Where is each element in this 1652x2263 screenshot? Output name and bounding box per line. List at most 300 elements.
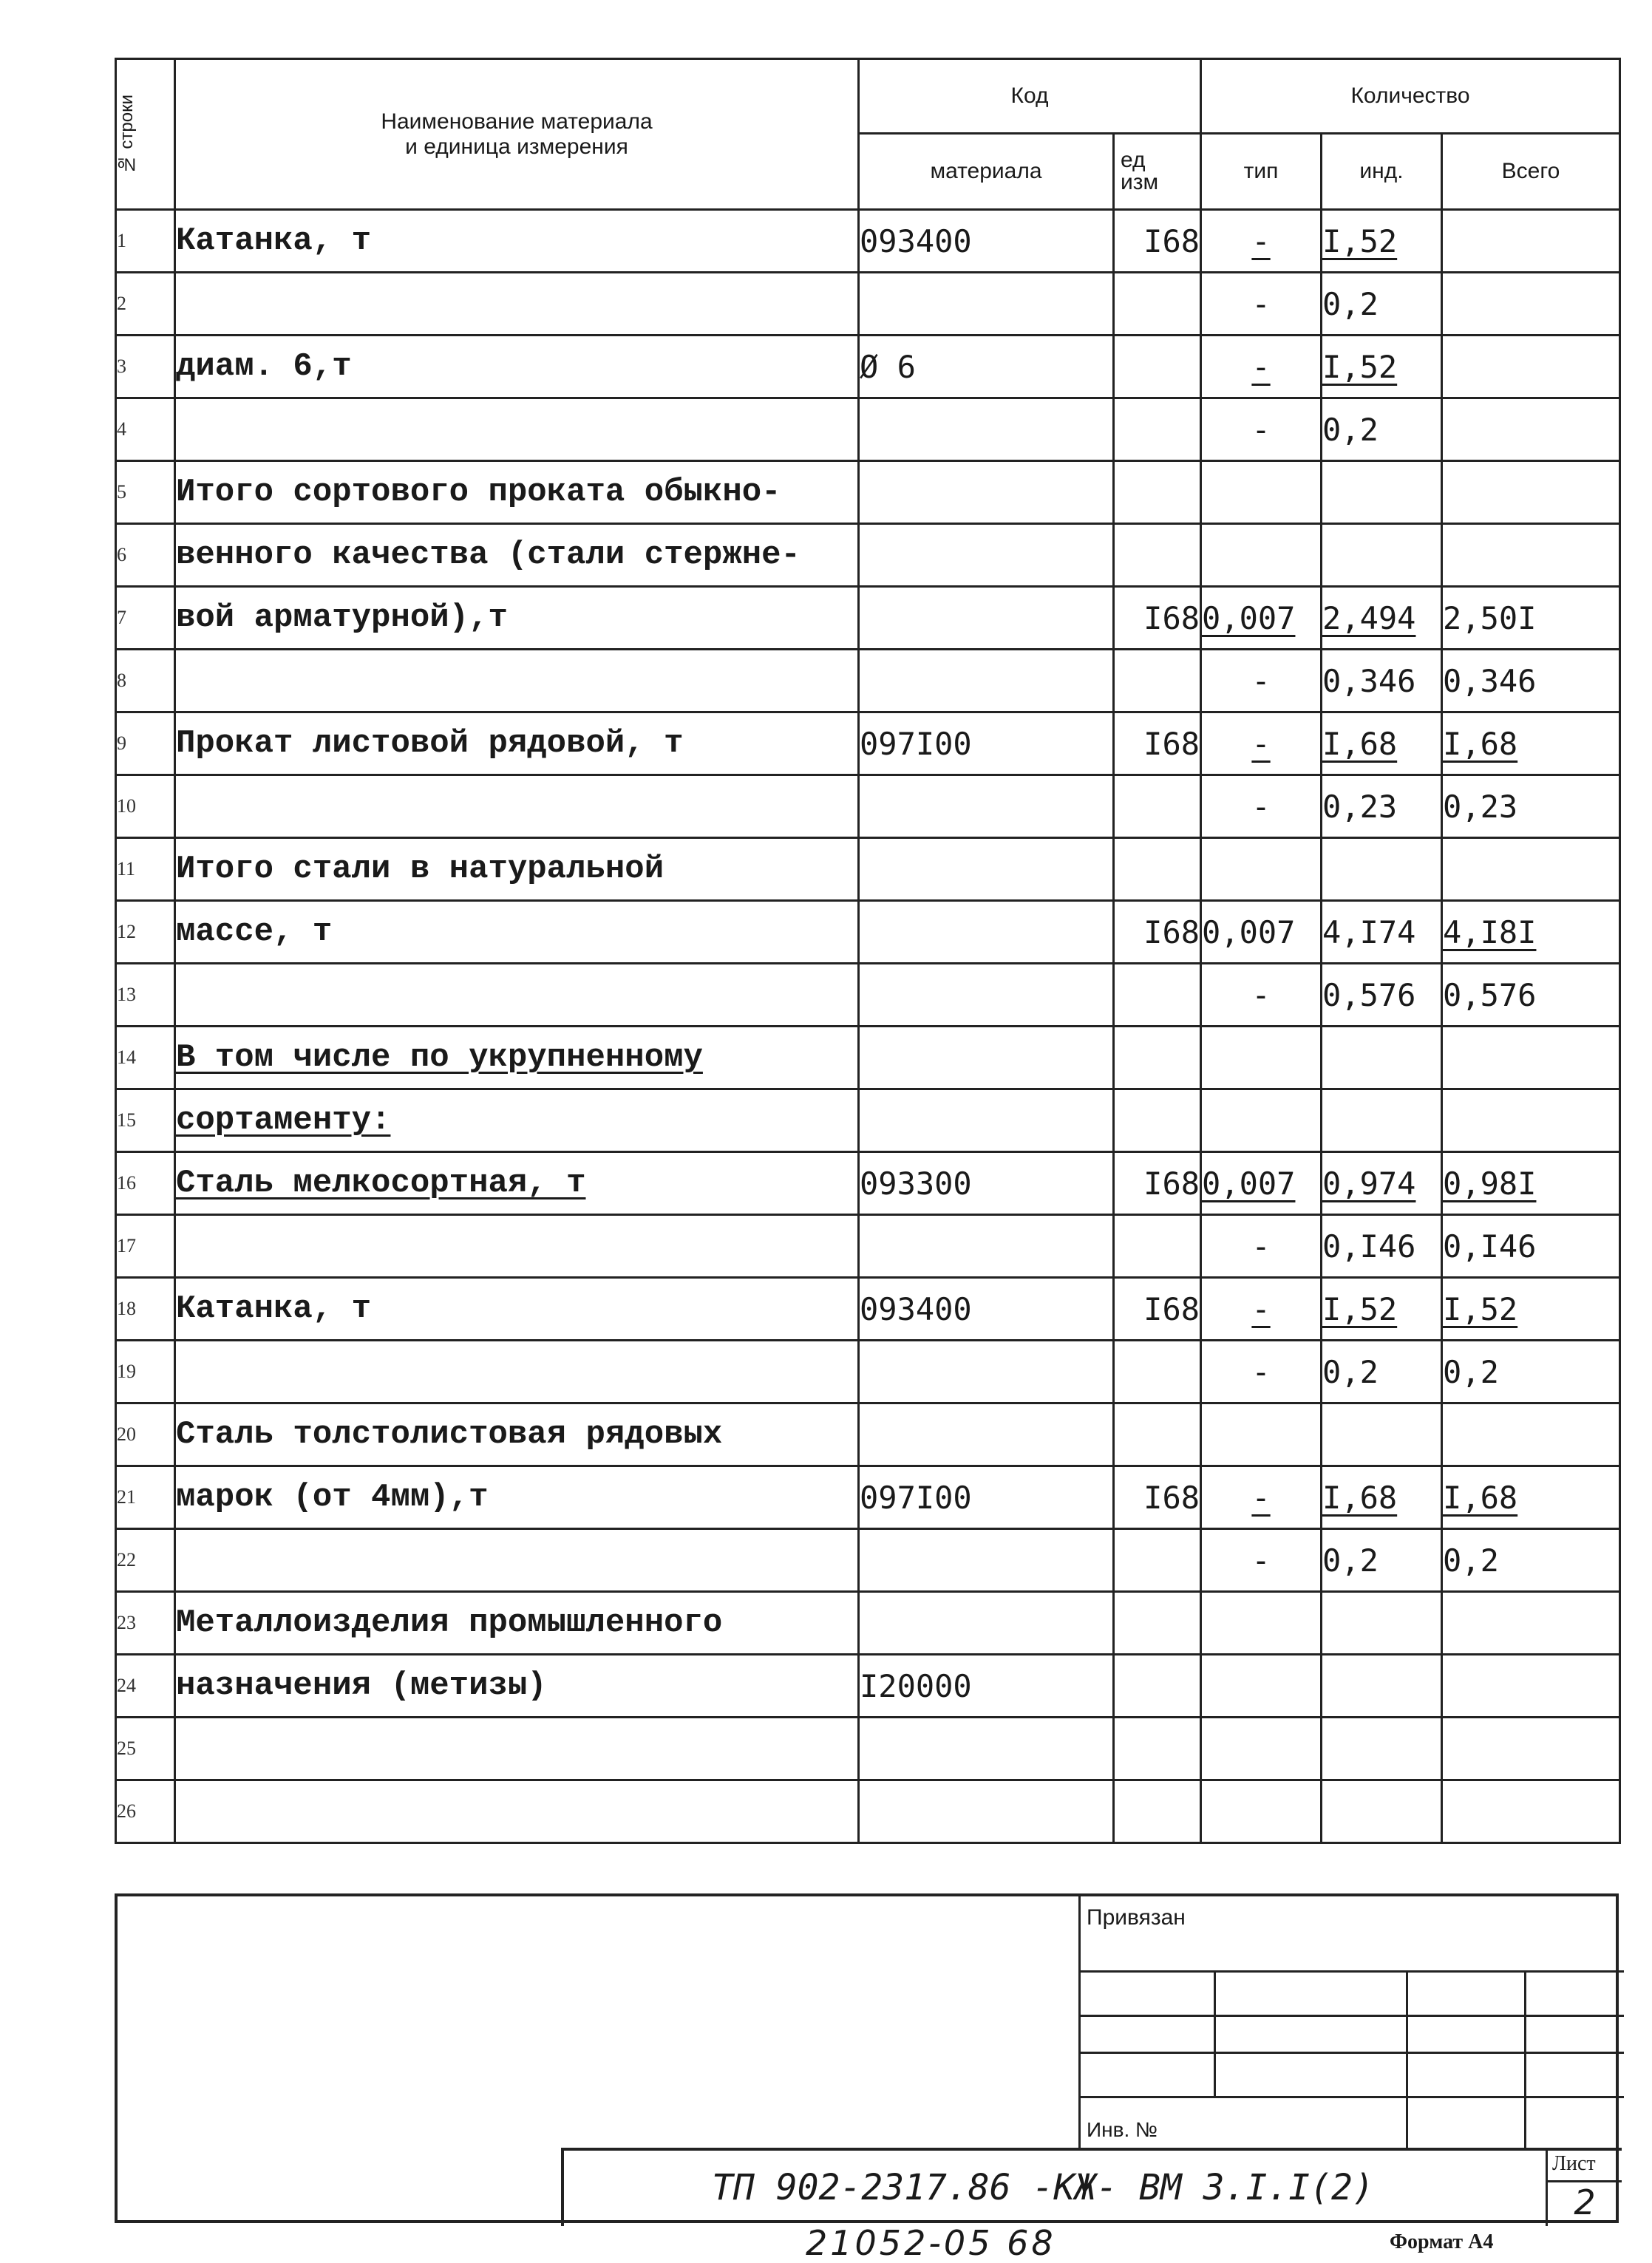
qty-total-cell-text: 2,50I: [1443, 599, 1537, 636]
qty-total-cell: [1442, 398, 1620, 461]
unit-code-cell: [1114, 1718, 1201, 1780]
material-name-cell: [175, 1655, 859, 1718]
binding-divider: [1406, 1970, 1408, 2148]
table-row: [116, 524, 1620, 587]
table-row: [116, 1341, 1620, 1403]
row-number-cell-text: 21: [117, 1486, 136, 1508]
material-name-cell: [175, 210, 859, 273]
row-number-cell-text: 4: [117, 418, 126, 440]
unit-code-cell: [1114, 587, 1201, 650]
material-name-cell-text: Итого стали в натуральной: [176, 851, 664, 888]
table-row: [116, 1655, 1620, 1718]
material-code-cell-text: I20000: [860, 1667, 972, 1704]
qty-ind-cell: [1322, 336, 1442, 398]
qty-type-cell: [1201, 775, 1322, 838]
row-number-cell: [116, 1655, 175, 1718]
qty-type-cell: [1201, 838, 1322, 901]
qty-ind-cell: [1322, 712, 1442, 775]
sheet-number: 2: [1548, 2180, 1622, 2222]
table-row: [116, 461, 1620, 524]
qty-ind-cell: [1322, 1403, 1442, 1466]
material-name-cell-text: Прокат листовой рядовой, т: [176, 725, 684, 762]
qty-type-cell-text: 0,007: [1202, 1165, 1296, 1202]
material-name-cell-text: Катанка, т: [176, 222, 372, 259]
qty-total-cell-text: 0,2: [1443, 1542, 1499, 1579]
material-name-cell-text: В том числе по укрупненному: [176, 1039, 703, 1076]
qty-type-cell-text: -: [1251, 1290, 1271, 1327]
material-name-cell: [175, 1027, 859, 1089]
qty-ind-cell: [1322, 1592, 1442, 1655]
row-number-cell: [116, 336, 175, 398]
material-code-cell: [859, 838, 1114, 901]
qty-type-cell-text: -: [1251, 1479, 1271, 1516]
row-number-cell-text: 23: [117, 1612, 136, 1633]
unit-code-cell: [1114, 775, 1201, 838]
qty-ind-cell: [1322, 964, 1442, 1027]
row-number-header: [116, 59, 175, 210]
material-code-cell: [859, 1152, 1114, 1215]
material-code-cell: [859, 1027, 1114, 1089]
qty-total-cell: [1442, 1592, 1620, 1655]
table-row: [116, 1780, 1620, 1843]
material-code-cell-text: 093400: [860, 222, 972, 259]
unit-code-cell: [1114, 650, 1201, 712]
qty-type-cell: [1201, 1027, 1322, 1089]
qty-ind-cell-text: 0,2: [1322, 411, 1379, 448]
code-group-header: Код: [859, 59, 1201, 134]
qty-total-cell: [1442, 1529, 1620, 1592]
qty-type-cell-text: -: [1251, 1228, 1271, 1265]
material-code-cell: [859, 1718, 1114, 1780]
qty-type-cell-text: -: [1251, 1542, 1271, 1579]
table-row: [116, 1529, 1620, 1592]
binding-divider: [1081, 2096, 1624, 2098]
unit-code-cell: [1114, 1027, 1201, 1089]
material-name-cell: [175, 398, 859, 461]
material-code-cell: [859, 1089, 1114, 1152]
material-code-cell: [859, 1403, 1114, 1466]
qty-total-cell: [1442, 1466, 1620, 1529]
unit-code-cell: [1114, 1466, 1201, 1529]
table-row: [116, 1466, 1620, 1529]
unit-code-cell: [1114, 1655, 1201, 1718]
row-number-cell-text: 17: [117, 1235, 136, 1256]
spec-sheet: [115, 58, 1619, 2223]
qty-total-cell: [1442, 1780, 1620, 1843]
binding-divider: [1081, 1970, 1624, 1973]
material-code-cell: [859, 712, 1114, 775]
unit-code-cell: [1114, 901, 1201, 964]
qty-type-cell: [1201, 712, 1322, 775]
row-number-cell: [116, 1027, 175, 1089]
qty-ind-header: инд.: [1322, 134, 1442, 210]
material-code-cell: [859, 273, 1114, 336]
material-name-cell: [175, 1089, 859, 1152]
row-number-cell: [116, 1089, 175, 1152]
row-number-cell-text: 20: [117, 1423, 136, 1445]
material-name-cell: [175, 1152, 859, 1215]
material-name-cell-text: венного качества (стали стержне-: [176, 537, 800, 574]
qty-total-cell: [1442, 1403, 1620, 1466]
material-name-cell: [175, 775, 859, 838]
table-row: [116, 587, 1620, 650]
material-code-cell: [859, 1278, 1114, 1341]
row-number-cell: [116, 587, 175, 650]
unit-code-cell: [1114, 1403, 1201, 1466]
row-number-cell: [116, 1278, 175, 1341]
row-number-cell-text: 19: [117, 1361, 136, 1382]
material-name-cell: [175, 524, 859, 587]
unit-code-cell: [1114, 1780, 1201, 1843]
qty-total-cell: [1442, 901, 1620, 964]
row-number-cell: [116, 1403, 175, 1466]
row-number-cell: [116, 1341, 175, 1403]
table-row: [116, 712, 1620, 775]
materials-table: [115, 58, 1621, 1844]
unit-code-cell: [1114, 398, 1201, 461]
qty-ind-cell: [1322, 1341, 1442, 1403]
qty-total-cell-text: 0,2: [1443, 1353, 1499, 1390]
qty-total-cell: [1442, 1215, 1620, 1278]
material-name-cell: [175, 964, 859, 1027]
material-name-cell-text: назначения (метизы): [176, 1667, 547, 1704]
qty-type-cell: [1201, 336, 1322, 398]
unit-code-cell-text: I68: [1143, 1165, 1200, 1202]
row-number-cell-text: 8: [117, 670, 126, 691]
unit-code-cell: [1114, 336, 1201, 398]
unit-code-cell: [1114, 1529, 1201, 1592]
unit-code-cell-text: I68: [1143, 913, 1200, 950]
row-number-cell-text: 9: [117, 732, 126, 754]
material-code-cell-text: 093300: [860, 1165, 972, 1202]
qty-type-header: тип: [1201, 134, 1322, 210]
unit-code-cell: [1114, 838, 1201, 901]
code-material-header: материала: [859, 134, 1114, 210]
row-number-header-label: № строки: [117, 94, 137, 174]
material-name-cell: [175, 1215, 859, 1278]
table-row: [116, 1278, 1620, 1341]
table-row: [116, 964, 1620, 1027]
material-name-cell: [175, 1529, 859, 1592]
unit-code-cell: [1114, 1152, 1201, 1215]
binding-divider: [1524, 1970, 1526, 2148]
table-row: [116, 1027, 1620, 1089]
material-code-cell: [859, 1529, 1114, 1592]
qty-ind-cell: [1322, 838, 1442, 901]
qty-ind-cell: [1322, 1655, 1442, 1718]
qty-type-cell-text: -: [1251, 725, 1271, 762]
unit-code-cell: [1114, 273, 1201, 336]
qty-ind-cell: [1322, 1780, 1442, 1843]
material-name-cell: [175, 1403, 859, 1466]
binding-divider: [1081, 2015, 1624, 2017]
document-code: ТП 902-2317.86 -КЖ- ВМ 3.I.I(2): [712, 2167, 1374, 2208]
unit-code-cell: [1114, 712, 1201, 775]
qty-ind-cell: [1322, 775, 1442, 838]
row-number-cell: [116, 1529, 175, 1592]
qty-total-cell: [1442, 336, 1620, 398]
qty-total-header: Всего: [1442, 134, 1620, 210]
qty-ind-cell-text: 0,2: [1322, 285, 1379, 322]
table-row: [116, 1403, 1620, 1466]
qty-type-cell: [1201, 587, 1322, 650]
row-number-cell-text: 26: [117, 1800, 136, 1822]
unit-code-cell: [1114, 1278, 1201, 1341]
material-name-cell-text: сортаменту:: [176, 1102, 391, 1139]
table-row: [116, 1215, 1620, 1278]
row-number-cell-text: 13: [117, 984, 136, 1005]
material-name-cell: [175, 273, 859, 336]
material-name-cell-text: Сталь толстолистовая рядовых: [176, 1416, 723, 1453]
qty-type-cell-text: -: [1251, 662, 1271, 699]
row-number-cell-text: 5: [117, 481, 126, 503]
qty-total-cell-text: I,52: [1443, 1290, 1518, 1327]
qty-ind-cell: [1322, 210, 1442, 273]
material-name-cell: [175, 650, 859, 712]
material-code-cell-text: 093400: [860, 1290, 972, 1327]
qty-type-cell: [1201, 210, 1322, 273]
qty-total-cell-text: I,68: [1443, 725, 1518, 762]
table-row: [116, 1592, 1620, 1655]
qty-total-cell-text: 0,I46: [1443, 1228, 1537, 1265]
row-number-cell-text: 3: [117, 355, 126, 377]
table-row: [116, 838, 1620, 901]
unit-code-cell: [1114, 1341, 1201, 1403]
unit-code-cell: [1114, 1089, 1201, 1152]
qty-ind-cell: [1322, 1278, 1442, 1341]
row-number-cell-text: 14: [117, 1047, 136, 1068]
qty-total-cell: [1442, 775, 1620, 838]
material-name-cell: [175, 587, 859, 650]
row-number-cell: [116, 1466, 175, 1529]
material-name-cell-text: массе, т: [176, 913, 333, 950]
qty-type-cell: [1201, 1780, 1322, 1843]
qty-ind-cell: [1322, 398, 1442, 461]
row-number-cell-text: 12: [117, 921, 136, 942]
row-number-cell-text: 7: [117, 607, 126, 628]
qty-total-cell: [1442, 524, 1620, 587]
qty-ind-cell: [1322, 1718, 1442, 1780]
row-number-cell-text: 1: [117, 230, 126, 251]
qty-total-cell-text: I,68: [1443, 1479, 1518, 1516]
material-name-cell: [175, 712, 859, 775]
row-number-cell-text: 2: [117, 293, 126, 314]
row-number-cell-text: 24: [117, 1675, 136, 1696]
qty-total-cell: [1442, 1341, 1620, 1403]
qty-total-cell: [1442, 1152, 1620, 1215]
material-code-cell: [859, 1655, 1114, 1718]
material-name-cell: [175, 901, 859, 964]
material-name-cell-text: Металлоизделия промышленного: [176, 1604, 723, 1641]
qty-ind-cell-text: I,52: [1322, 348, 1398, 385]
qty-ind-cell-text: I,52: [1322, 222, 1398, 259]
row-number-cell: [116, 1215, 175, 1278]
row-number-cell: [116, 964, 175, 1027]
qty-ind-cell-text: 0,2: [1322, 1542, 1379, 1579]
qty-total-cell: [1442, 650, 1620, 712]
material-name-cell: [175, 1780, 859, 1843]
row-number-cell: [116, 1780, 175, 1843]
qty-type-cell-text: -: [1251, 1353, 1271, 1390]
row-number-cell: [116, 1592, 175, 1655]
table-row: [116, 273, 1620, 336]
material-name-header: [175, 59, 859, 210]
qty-ind-cell: [1322, 1089, 1442, 1152]
qty-total-cell-text: 0,23: [1443, 788, 1518, 825]
unit-code-cell: [1114, 461, 1201, 524]
qty-type-cell-text: -: [1251, 285, 1271, 322]
qty-ind-cell: [1322, 587, 1442, 650]
unit-code-cell: [1114, 524, 1201, 587]
qty-ind-cell: [1322, 461, 1442, 524]
material-code-cell-text: 097I00: [860, 725, 972, 762]
qty-ind-cell: [1322, 273, 1442, 336]
qty-ind-cell-text: 0,974: [1322, 1165, 1416, 1202]
material-code-cell: [859, 1466, 1114, 1529]
qty-total-cell: [1442, 964, 1620, 1027]
qty-total-cell: [1442, 1718, 1620, 1780]
qty-type-cell: [1201, 461, 1322, 524]
qty-type-cell: [1201, 1718, 1322, 1780]
qty-ind-cell-text: 0,23: [1322, 788, 1398, 825]
qty-ind-cell: [1322, 524, 1442, 587]
row-number-cell: [116, 650, 175, 712]
material-name-cell-text: Катанка, т: [176, 1290, 372, 1327]
qty-total-cell: [1442, 712, 1620, 775]
qty-ind-cell-text: 0,346: [1322, 662, 1416, 699]
table-row: [116, 775, 1620, 838]
code-unit-header: ед изм: [1114, 134, 1201, 210]
material-code-cell: [859, 1215, 1114, 1278]
qty-type-cell-text: -: [1251, 411, 1271, 448]
qty-total-cell: [1442, 461, 1620, 524]
row-number-cell-text: 6: [117, 544, 126, 565]
row-number-cell-text: 25: [117, 1738, 136, 1759]
qty-total-cell: [1442, 1655, 1620, 1718]
qty-total-cell: [1442, 1089, 1620, 1152]
material-code-cell: [859, 524, 1114, 587]
qty-type-cell: [1201, 1592, 1322, 1655]
row-number-cell: [116, 712, 175, 775]
unit-code-cell: [1114, 1215, 1201, 1278]
qty-ind-cell-text: I,68: [1322, 725, 1398, 762]
qty-type-cell: [1201, 1403, 1322, 1466]
qty-ind-cell: [1322, 1215, 1442, 1278]
qty-total-cell-text: 0,576: [1443, 976, 1537, 1013]
qty-ind-cell: [1322, 1027, 1442, 1089]
table-row: [116, 398, 1620, 461]
material-code-cell-text: Ø 6: [860, 348, 916, 385]
table-row: [116, 650, 1620, 712]
material-code-cell: [859, 901, 1114, 964]
row-number-cell-text: 22: [117, 1549, 136, 1571]
binding-divider: [1214, 1970, 1216, 2096]
qty-total-cell: [1442, 1027, 1620, 1089]
material-code-cell: [859, 964, 1114, 1027]
table-row: [116, 336, 1620, 398]
material-name-cell: [175, 336, 859, 398]
qty-type-cell: [1201, 1655, 1322, 1718]
material-code-cell: [859, 650, 1114, 712]
table-row: [116, 1718, 1620, 1780]
material-code-cell: [859, 398, 1114, 461]
qty-type-cell-text: -: [1251, 976, 1271, 1013]
qty-ind-cell-text: I,52: [1322, 1290, 1398, 1327]
binding-block: [1078, 1896, 1624, 2148]
material-name-cell-text: Итого сортового проката обыкно-: [176, 474, 781, 511]
qty-total-cell: [1442, 273, 1620, 336]
qty-type-cell: [1201, 1215, 1322, 1278]
unit-code-cell: [1114, 1592, 1201, 1655]
material-code-cell: [859, 1341, 1114, 1403]
qty-type-cell: [1201, 1466, 1322, 1529]
material-code-cell: [859, 1780, 1114, 1843]
qty-ind-cell: [1322, 901, 1442, 964]
inventory-label: Инв. №: [1087, 2118, 1158, 2141]
material-name-cell: [175, 838, 859, 901]
unit-code-cell-text: I68: [1143, 599, 1200, 636]
material-code-cell: [859, 775, 1114, 838]
material-code-cell: [859, 461, 1114, 524]
document-title-block: [561, 2148, 1622, 2226]
qty-type-cell: [1201, 398, 1322, 461]
qty-total-cell: [1442, 587, 1620, 650]
qty-type-cell-text: -: [1251, 788, 1271, 825]
material-name-cell-text: Сталь мелкосортная, т: [176, 1165, 586, 1202]
materials-rows: [116, 210, 1620, 1843]
material-name-cell-text: диам. 6,т: [176, 348, 352, 385]
row-number-cell: [116, 1152, 175, 1215]
qty-type-cell: [1201, 901, 1322, 964]
qty-type-cell: [1201, 650, 1322, 712]
title-block-area: [115, 1893, 1619, 2223]
material-name-cell: [175, 461, 859, 524]
row-number-cell-text: 15: [117, 1109, 136, 1131]
sheet-label: Лист: [1552, 2152, 1596, 2175]
row-number-cell: [116, 461, 175, 524]
qty-total-cell: [1442, 210, 1620, 273]
table-row: [116, 1152, 1620, 1215]
qty-total-cell-text: 0,98I: [1443, 1165, 1537, 1202]
qty-ind-cell-text: 0,I46: [1322, 1228, 1416, 1265]
quantity-group-header: Количество: [1201, 59, 1620, 134]
qty-total-cell: [1442, 1278, 1620, 1341]
sheet-cell: [1546, 2151, 1622, 2226]
row-number-cell: [116, 1718, 175, 1780]
qty-type-cell: [1201, 1089, 1322, 1152]
material-name-cell-text: марок (от 4мм),т: [176, 1479, 489, 1516]
qty-ind-cell-text: 0,2: [1322, 1353, 1379, 1390]
material-code-cell: [859, 210, 1114, 273]
material-name-cell: [175, 1466, 859, 1529]
table-row: [116, 901, 1620, 964]
qty-type-cell-text: 0,007: [1202, 599, 1296, 636]
unit-code-cell: [1114, 210, 1201, 273]
row-number-cell-text: 11: [117, 858, 136, 879]
bound-label: Привязан: [1087, 1905, 1186, 1930]
row-number-cell: [116, 210, 175, 273]
table-row: [116, 1089, 1620, 1152]
qty-ind-cell: [1322, 650, 1442, 712]
qty-type-cell-text: -: [1251, 348, 1271, 385]
material-code-cell: [859, 336, 1114, 398]
qty-type-cell: [1201, 1152, 1322, 1215]
material-name-cell: [175, 1718, 859, 1780]
row-number-cell: [116, 838, 175, 901]
qty-ind-cell-text: I,68: [1322, 1479, 1398, 1516]
row-number-cell: [116, 524, 175, 587]
unit-code-cell-text: I68: [1143, 1290, 1200, 1327]
